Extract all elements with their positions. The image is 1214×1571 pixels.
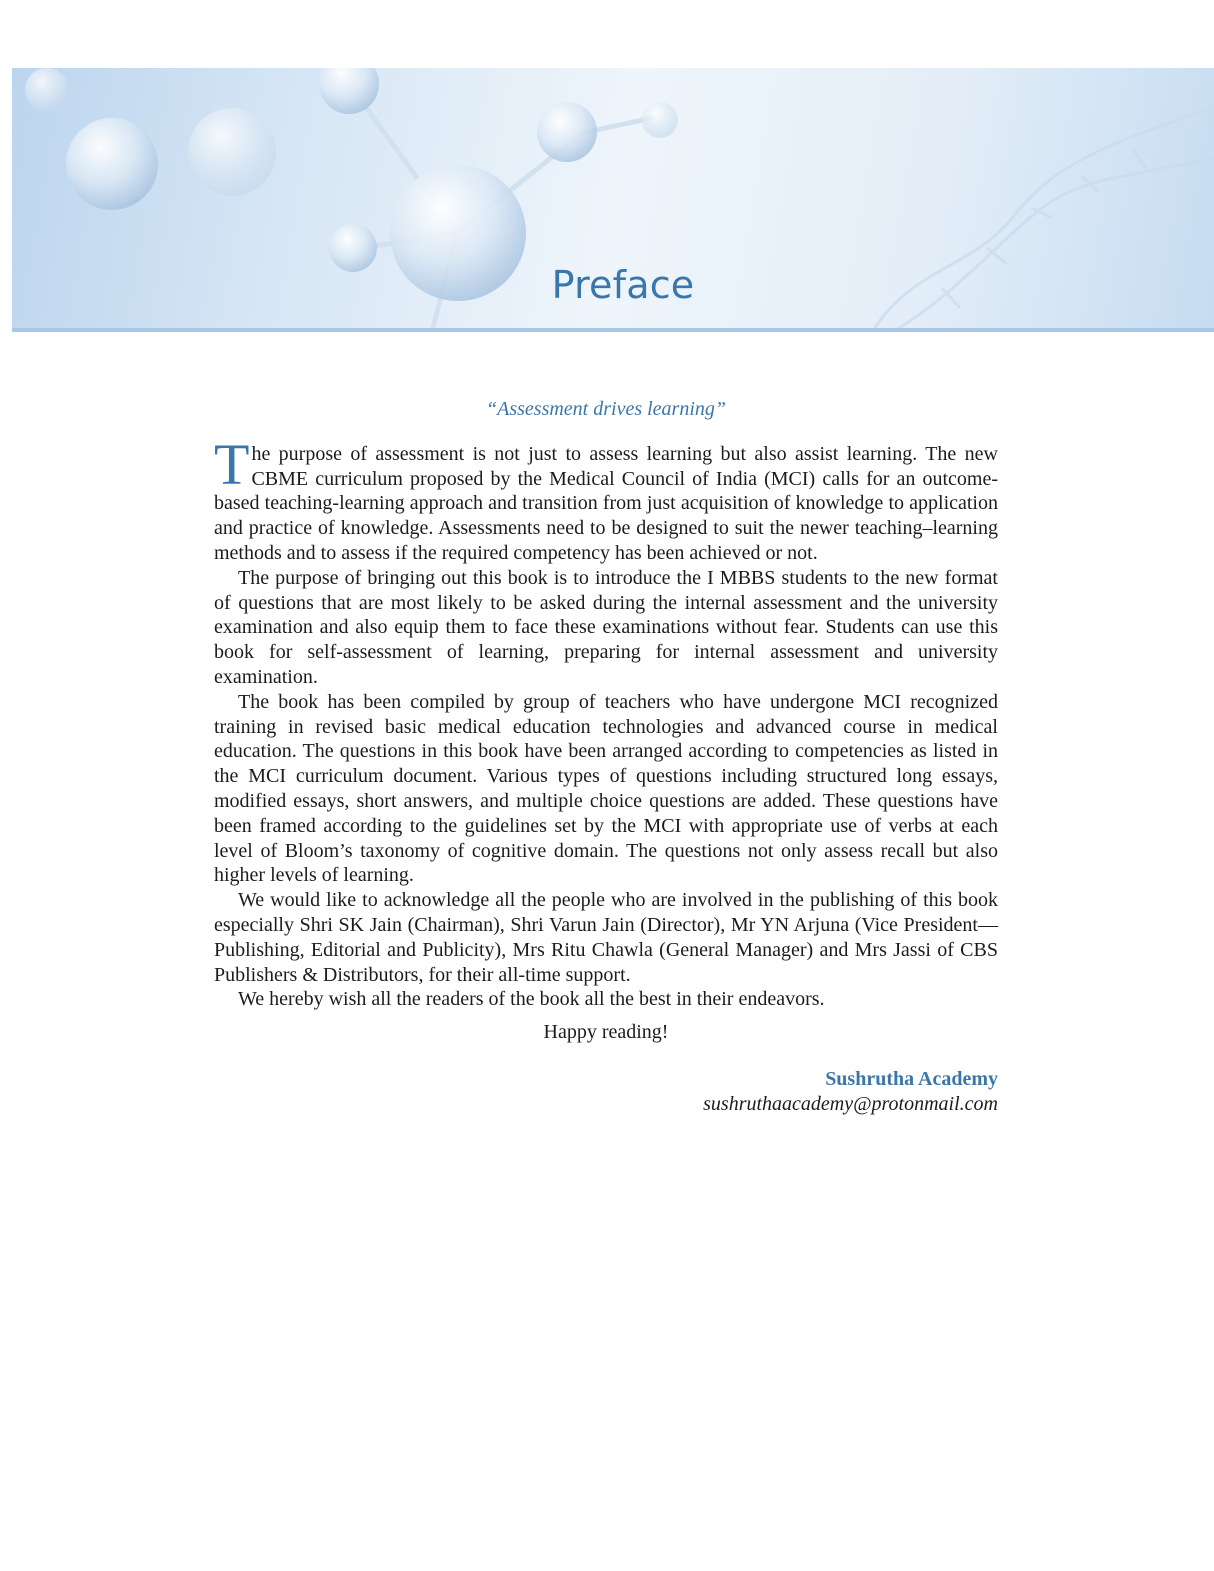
paragraph-2: The purpose of bringing out this book is to introduce the I MBBS students to the new format of questions that are most likely to be asked during the internal assessment and the university examination and also equip them to face these examinations without fear. Students can use this book for self-assessment of learning, preparing for internal assessment and university examination.	[214, 566, 998, 688]
signature-name: Sushrutha Academy	[825, 1067, 998, 1090]
sphere-corner	[25, 68, 69, 112]
paragraph-5: We hereby wish all the readers of the book all the best in their endeavors.	[238, 988, 825, 1011]
epigraph-quote: “Assessment drives learning”	[486, 398, 726, 420]
sphere-right	[537, 102, 597, 162]
preface-body	[214, 397, 998, 1117]
closing-line: Happy reading!	[543, 1021, 669, 1044]
sphere-left-faint	[188, 108, 276, 196]
banner-divider	[12, 328, 1214, 332]
sphere-top	[319, 68, 379, 114]
paragraph-1	[214, 431, 998, 566]
drop-cap-letter: T	[214, 431, 250, 497]
page-title: Preface	[551, 263, 695, 307]
paragraph-1-text: he purpose of assessment is not just to assess learning but also assist learning. The new CBME curriculum proposed by the Medical Council of India (MCI) calls for an outcome-based teaching-learning approach and transition from just acquisition of knowledge to application and practice of knowledge. Assessments need to be designed to suit the newer teaching–learning methods and to assess if the required competency has been achieved or not.	[214, 442, 998, 564]
paragraph-4: We would like to acknowledge all the people who are involved in the publishing of this book especially Shri SK Jain (Chairman), Shri Varun Jain (Director), Mr YN Arjuna (Vice President—Publishing, Editorial and Publicity), Mrs Ritu Chawla (General Manager) and Mrs Jassi of CBS Publishers & Distributors, for their all-time support.	[214, 889, 998, 986]
signature-email: sushruthaacademy@protonmail.com	[703, 1092, 998, 1115]
paragraph-3: The book has been compiled by group of teachers who have undergone MCI recognized training in revised basic medical education technologies and advanced course in medical education. The questions in this book have been arranged according to competencies as listed in the MCI curriculum document. Various types of questions including structured long essays, modified essays, short answers, and multiple choice questions are added. These questions have been framed according to the guidelines set by the MCI with appropriate use of verbs at each level of Bloom’s taxonomy of cognitive domain. The questions not only assess recall but also higher levels of learning.	[214, 690, 998, 887]
sphere-left-large	[66, 118, 158, 210]
header-banner	[12, 68, 1214, 332]
sphere-far-right	[642, 102, 678, 138]
